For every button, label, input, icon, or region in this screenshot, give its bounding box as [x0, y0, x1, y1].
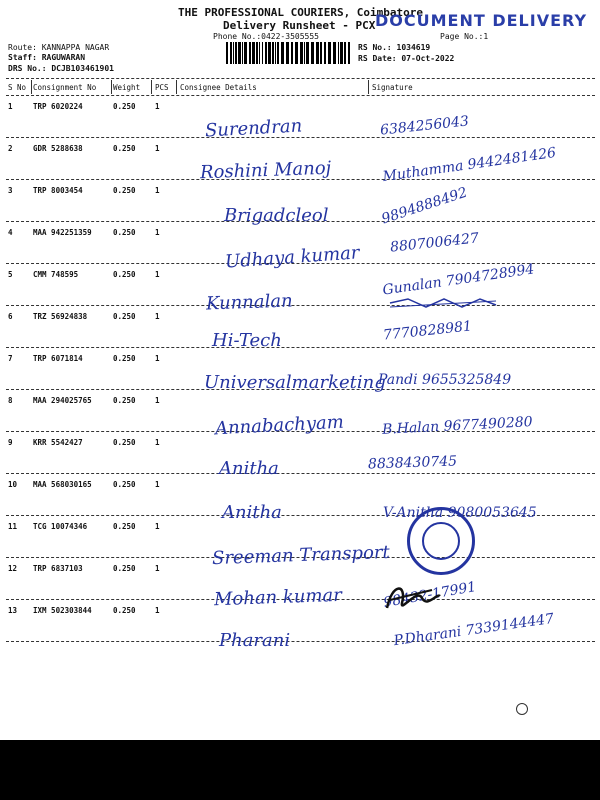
weight-value: 0.250: [113, 186, 136, 195]
consignment-number: MAA 942251359: [33, 228, 92, 237]
consignee-handwriting: Udhaya kumar: [224, 242, 361, 273]
signature-handwriting: Gunalan 7904728994: [381, 261, 536, 299]
column-header-weight: Weight: [113, 83, 141, 92]
pieces-count: 1: [155, 354, 160, 363]
serial-number: 1: [8, 102, 13, 111]
signature-handwriting: 6384256043: [379, 113, 470, 139]
consignee-handwriting: Kunnalan: [205, 290, 293, 315]
pieces-count: 1: [155, 522, 160, 531]
signature-handwriting: 8838430745: [367, 453, 458, 473]
pieces-count: 1: [155, 102, 160, 111]
row-divider: [6, 347, 595, 348]
table-row: [0, 307, 600, 349]
pieces-count: 1: [155, 564, 160, 573]
consignee-handwriting: Anitha: [219, 458, 279, 479]
weight-value: 0.250: [113, 522, 136, 531]
weight-value: 0.250: [113, 480, 136, 489]
scratch-out-mark: [388, 295, 498, 311]
serial-number: 6: [8, 312, 13, 321]
consignee-handwriting: Roshini Manoj: [199, 157, 332, 184]
column-header-sno: S No: [8, 83, 27, 92]
consignee-handwriting: Anitha: [222, 502, 282, 523]
consignment-number: TCG 10074346: [33, 522, 88, 531]
consignment-number: MAA 294025765: [33, 396, 92, 405]
column-separator: [368, 80, 369, 94]
weight-value: 0.250: [113, 354, 136, 363]
runsheet-title: THE PROFESSIONAL COURIERS, Coimbatore: [178, 6, 424, 19]
signature-handwriting: 7770828981: [382, 318, 473, 344]
consignment-number: GDR 5288638: [33, 144, 83, 153]
row-divider: [6, 137, 595, 138]
consignment-number: TRP 6071814: [33, 354, 83, 363]
runsheet-subtitle: Delivery Runsheet - PCX: [223, 19, 376, 32]
signature-handwriting: 8807006427: [389, 230, 480, 256]
serial-number: 12: [8, 564, 18, 573]
row-divider: [6, 473, 595, 474]
row-divider: [6, 641, 595, 642]
serial-number: 8: [8, 396, 13, 405]
pieces-count: 1: [155, 312, 160, 321]
column-header-consignment: Consignment No: [33, 83, 97, 92]
consignee-handwriting: Mohan kumar: [213, 584, 343, 611]
column-separator: [151, 80, 152, 94]
header-divider-top: [6, 78, 595, 79]
pieces-count: 1: [155, 186, 160, 195]
signature-handwriting: Muthamma 9442481426: [381, 144, 558, 186]
consignment-number: IXM 502303844: [33, 606, 92, 615]
column-header-consignee: Consignee Details: [180, 83, 257, 92]
weight-value: 0.250: [113, 270, 136, 279]
consignee-handwriting: Surendran: [204, 115, 303, 142]
serial-number: 4: [8, 228, 13, 237]
column-header-pcs: PCS: [155, 83, 169, 92]
weight-value: 0.250: [113, 144, 136, 153]
column-separator: [176, 80, 177, 94]
stray-mark: [516, 703, 528, 715]
phone-number: Phone No.:0422-3505555: [213, 32, 319, 41]
company-seal-stamp: [407, 507, 475, 575]
weight-value: 0.250: [113, 228, 136, 237]
serial-number: 13: [8, 606, 18, 615]
pieces-count: 1: [155, 438, 160, 447]
serial-number: 5: [8, 270, 13, 279]
consignee-handwriting: Annabachyam: [214, 411, 345, 440]
header-divider-bottom: [6, 95, 595, 96]
weight-value: 0.250: [113, 396, 136, 405]
consignee-handwriting: Hi-Tech: [212, 330, 282, 351]
serial-number: 3: [8, 186, 13, 195]
scan-border-bottom: [0, 740, 600, 800]
consignee-handwriting: Brigadcleol: [224, 205, 329, 226]
consignee-handwriting: Sreeman Transport: [211, 541, 391, 570]
rs-date: RS Date: 07-Oct-2022: [358, 54, 455, 63]
serial-number: 2: [8, 144, 13, 153]
weight-value: 0.250: [113, 312, 136, 321]
signature-handwriting: Pandi 9655325849: [378, 372, 512, 388]
pieces-count: 1: [155, 270, 160, 279]
serial-number: 11: [8, 522, 18, 531]
table-row: [0, 433, 600, 475]
consignment-number: TRP 6837103: [33, 564, 83, 573]
serial-number: 10: [8, 480, 18, 489]
signature-scribble: [382, 578, 442, 618]
serial-number: 9: [8, 438, 13, 447]
weight-value: 0.250: [113, 438, 136, 447]
consignment-number: TRP 6020224: [33, 102, 83, 111]
signature-handwriting: 98432-17991: [382, 578, 478, 612]
weight-value: 0.250: [113, 102, 136, 111]
consignment-number: CMM 748595: [33, 270, 79, 279]
consignee-handwriting: Pharani: [219, 630, 291, 651]
route-label: Route: KANNAPPA NAGAR: [8, 43, 110, 52]
weight-value: 0.250: [113, 564, 136, 573]
rs-number: RS No.: 1034619: [358, 43, 431, 52]
signature-handwriting: P.Dharani 7339144447: [392, 610, 556, 650]
weight-value: 0.250: [113, 606, 136, 615]
pieces-count: 1: [155, 396, 160, 405]
staff-label: Staff: RAGUWARAN: [8, 53, 86, 62]
consignment-number: TRP 8003454: [33, 186, 83, 195]
pieces-count: 1: [155, 228, 160, 237]
pieces-count: 1: [155, 606, 160, 615]
signature-handwriting: 9894888492: [379, 184, 470, 228]
document-delivery-stamp: DOCUMENT DELIVERY: [375, 11, 588, 30]
column-separator: [31, 80, 32, 94]
drs-number: DRS No.: DCJB103461901: [8, 64, 114, 73]
serial-number: 7: [8, 354, 13, 363]
page-number: Page No.:1: [440, 32, 489, 41]
pieces-count: 1: [155, 144, 160, 153]
signature-handwriting: V-Anitha 9080053645: [383, 505, 537, 521]
barcode-icon: [226, 42, 352, 64]
consignee-handwriting: Universalmarketing: [204, 372, 386, 393]
column-header-signature: Signature: [372, 83, 413, 92]
signature-handwriting: B.Halan 9677490280: [381, 414, 533, 438]
consignment-number: MAA 568030165: [33, 480, 92, 489]
row-divider: [6, 305, 595, 306]
consignment-number: TRZ 56924838: [33, 312, 88, 321]
consignment-number: KRR 5542427: [33, 438, 83, 447]
pieces-count: 1: [155, 480, 160, 489]
column-separator: [111, 80, 112, 94]
